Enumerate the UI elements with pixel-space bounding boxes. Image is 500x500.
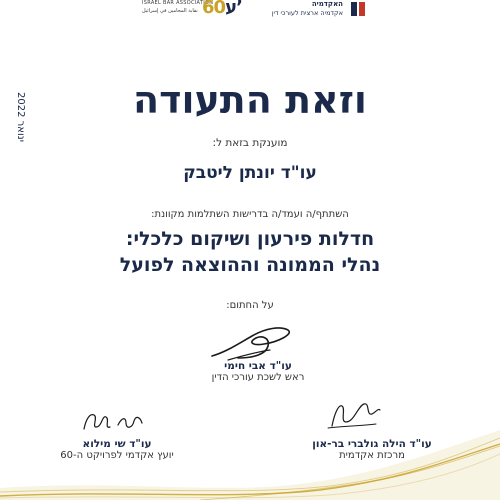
certificate-title: וזאת התעודה (133, 78, 367, 122)
academy-logo (255, 0, 365, 22)
main-signer (178, 360, 338, 383)
bar-association-english: ISRAEL BAR ASSOCIATION (142, 0, 214, 6)
sixty-prefix: ע (225, 0, 237, 18)
bar-association-logo (142, 0, 242, 20)
sixty-years-mark (202, 0, 242, 18)
main-signer-name: עו"ד אבי חימי (224, 360, 292, 372)
left-signer-role: יועץ אקדמי לפרויקט ה-60 (60, 450, 174, 461)
awarded-to-label: מוענקת בזאת ל: (212, 137, 288, 149)
academy-logo-subtitle: אקדמיה ארצית לעורכי דין (271, 9, 343, 17)
main-signer-role: ראש לשכת עורכי הדין (211, 372, 305, 383)
academy-logo-title: האקדמיה (311, 0, 343, 8)
left-signer-name: עו"ד שי מילוא (82, 438, 152, 450)
sixty-apostrophe: ’ (236, 0, 242, 18)
participated-label: השתתף/ה ועמד/ה בדרישות השתלמות מקוונת: (151, 209, 349, 220)
course-title-line-1: חדלות פירעון ושיקום כלכלי: (125, 228, 375, 250)
header-logos (0, 0, 500, 22)
course-title-line-2: נהלי הממונה וההוצאה לפועל (119, 254, 381, 276)
signed-by-label (0, 300, 500, 311)
recipient-name: עו"ד יונתן ליטבק (183, 163, 317, 183)
signed-by-text: על החתום: (226, 300, 274, 311)
right-signer-name: עו"ד הילה גולברי בר-און (312, 438, 432, 450)
decorative-wave-icon (0, 410, 500, 500)
sixty-number: 60 (202, 0, 226, 18)
issue-date-text: ינואר 2022 (15, 92, 26, 142)
right-signer-role: מרכזת אקדמית (339, 450, 405, 461)
academy-emblem-icon (351, 2, 365, 16)
main-signature-icon (208, 322, 296, 364)
bar-association-arabic: نقابة المحامين في إسرائيل (142, 8, 198, 14)
